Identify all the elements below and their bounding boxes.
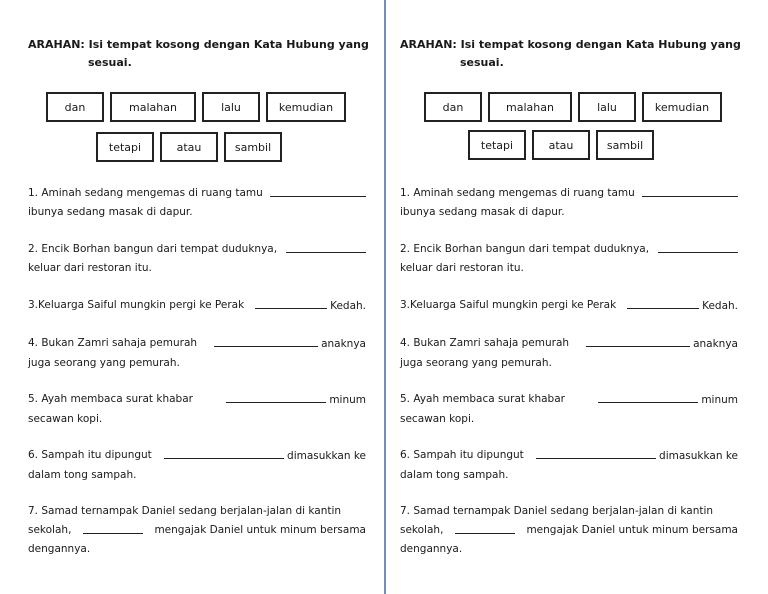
instruction [28,36,368,72]
instruction [400,36,740,72]
question-2: 2. Encik Borhan bangun dari tempat duduknya, keluar dari restoran itu. [400,240,738,278]
worksheet-right [400,0,740,594]
word-dan: dan [46,92,104,122]
question-7: 7. Samad ternampak Daniel sedang berjalan-jalan di kantin sekolah, mengajak Daniel untuk minum bersama dengannya. [28,505,366,555]
word-atau: atau [532,130,590,160]
question-4: 4. Bukan Zamri sahaja pemurah anaknya juga seorang yang pemurah. [28,334,366,373]
word-tetapi: tetapi [468,130,526,160]
answer-blank[interactable] [658,240,738,253]
answer-blank[interactable] [627,296,699,309]
instruction-text: Isi tempat kosong dengan Kata Hubung yang [460,38,741,51]
answer-blank[interactable] [226,390,326,403]
answer-blank[interactable] [536,446,656,459]
worksheet-left [28,0,368,594]
question-1: 1. Aminah sedang mengemas di ruang tamu ibunya sedang masak di dapur. [28,184,366,222]
instruction-label: ARAHAN: [400,38,457,51]
question-3: 3.Keluarga Saiful mungkin pergi ke Perak Kedah. [400,296,738,316]
answer-blank[interactable] [455,521,515,534]
question-2: 2. Encik Borhan bangun dari tempat duduknya, keluar dari restoran itu. [28,240,366,278]
question-4: 4. Bukan Zamri sahaja pemurah anaknya juga seorang yang pemurah. [400,334,738,373]
instruction-text-cont: sesuai. [460,56,504,69]
answer-blank[interactable] [164,446,284,459]
word-malahan: malahan [488,92,572,122]
question-5: 5. Ayah membaca surat khabar minum secawan kopi. [28,390,366,429]
question-5: 5. Ayah membaca surat khabar minum secawan kopi. [400,390,738,429]
word-kemudian: kemudian [266,92,346,122]
answer-blank[interactable] [586,334,690,347]
instruction-label: ARAHAN: [28,38,85,51]
page-divider [384,0,386,594]
word-sambil: sambil [224,132,282,162]
answer-blank[interactable] [286,240,366,253]
answer-blank[interactable] [214,334,318,347]
answer-blank[interactable] [83,521,143,534]
word-tetapi: tetapi [96,132,154,162]
question-6: 6. Sampah itu dipungut dimasukkan ke dalam tong sampah. [400,446,738,485]
answer-blank[interactable] [270,184,366,197]
answer-blank[interactable] [255,296,327,309]
question-1: 1. Aminah sedang mengemas di ruang tamu ibunya sedang masak di dapur. [400,184,738,222]
word-atau: atau [160,132,218,162]
word-sambil: sambil [596,130,654,160]
question-3: 3.Keluarga Saiful mungkin pergi ke Perak Kedah. [28,296,366,316]
question-7: 7. Samad ternampak Daniel sedang berjalan-jalan di kantin sekolah, mengajak Daniel untuk minum bersama dengannya. [400,505,738,555]
instruction-text-cont: sesuai. [88,56,132,69]
word-lalu: lalu [578,92,636,122]
word-dan: dan [424,92,482,122]
word-lalu: lalu [202,92,260,122]
question-6: 6. Sampah itu dipungut dimasukkan ke dalam tong sampah. [28,446,366,485]
instruction-text: Isi tempat kosong dengan Kata Hubung yang [88,38,369,51]
answer-blank[interactable] [598,390,698,403]
word-malahan: malahan [110,92,196,122]
answer-blank[interactable] [642,184,738,197]
word-kemudian: kemudian [642,92,722,122]
